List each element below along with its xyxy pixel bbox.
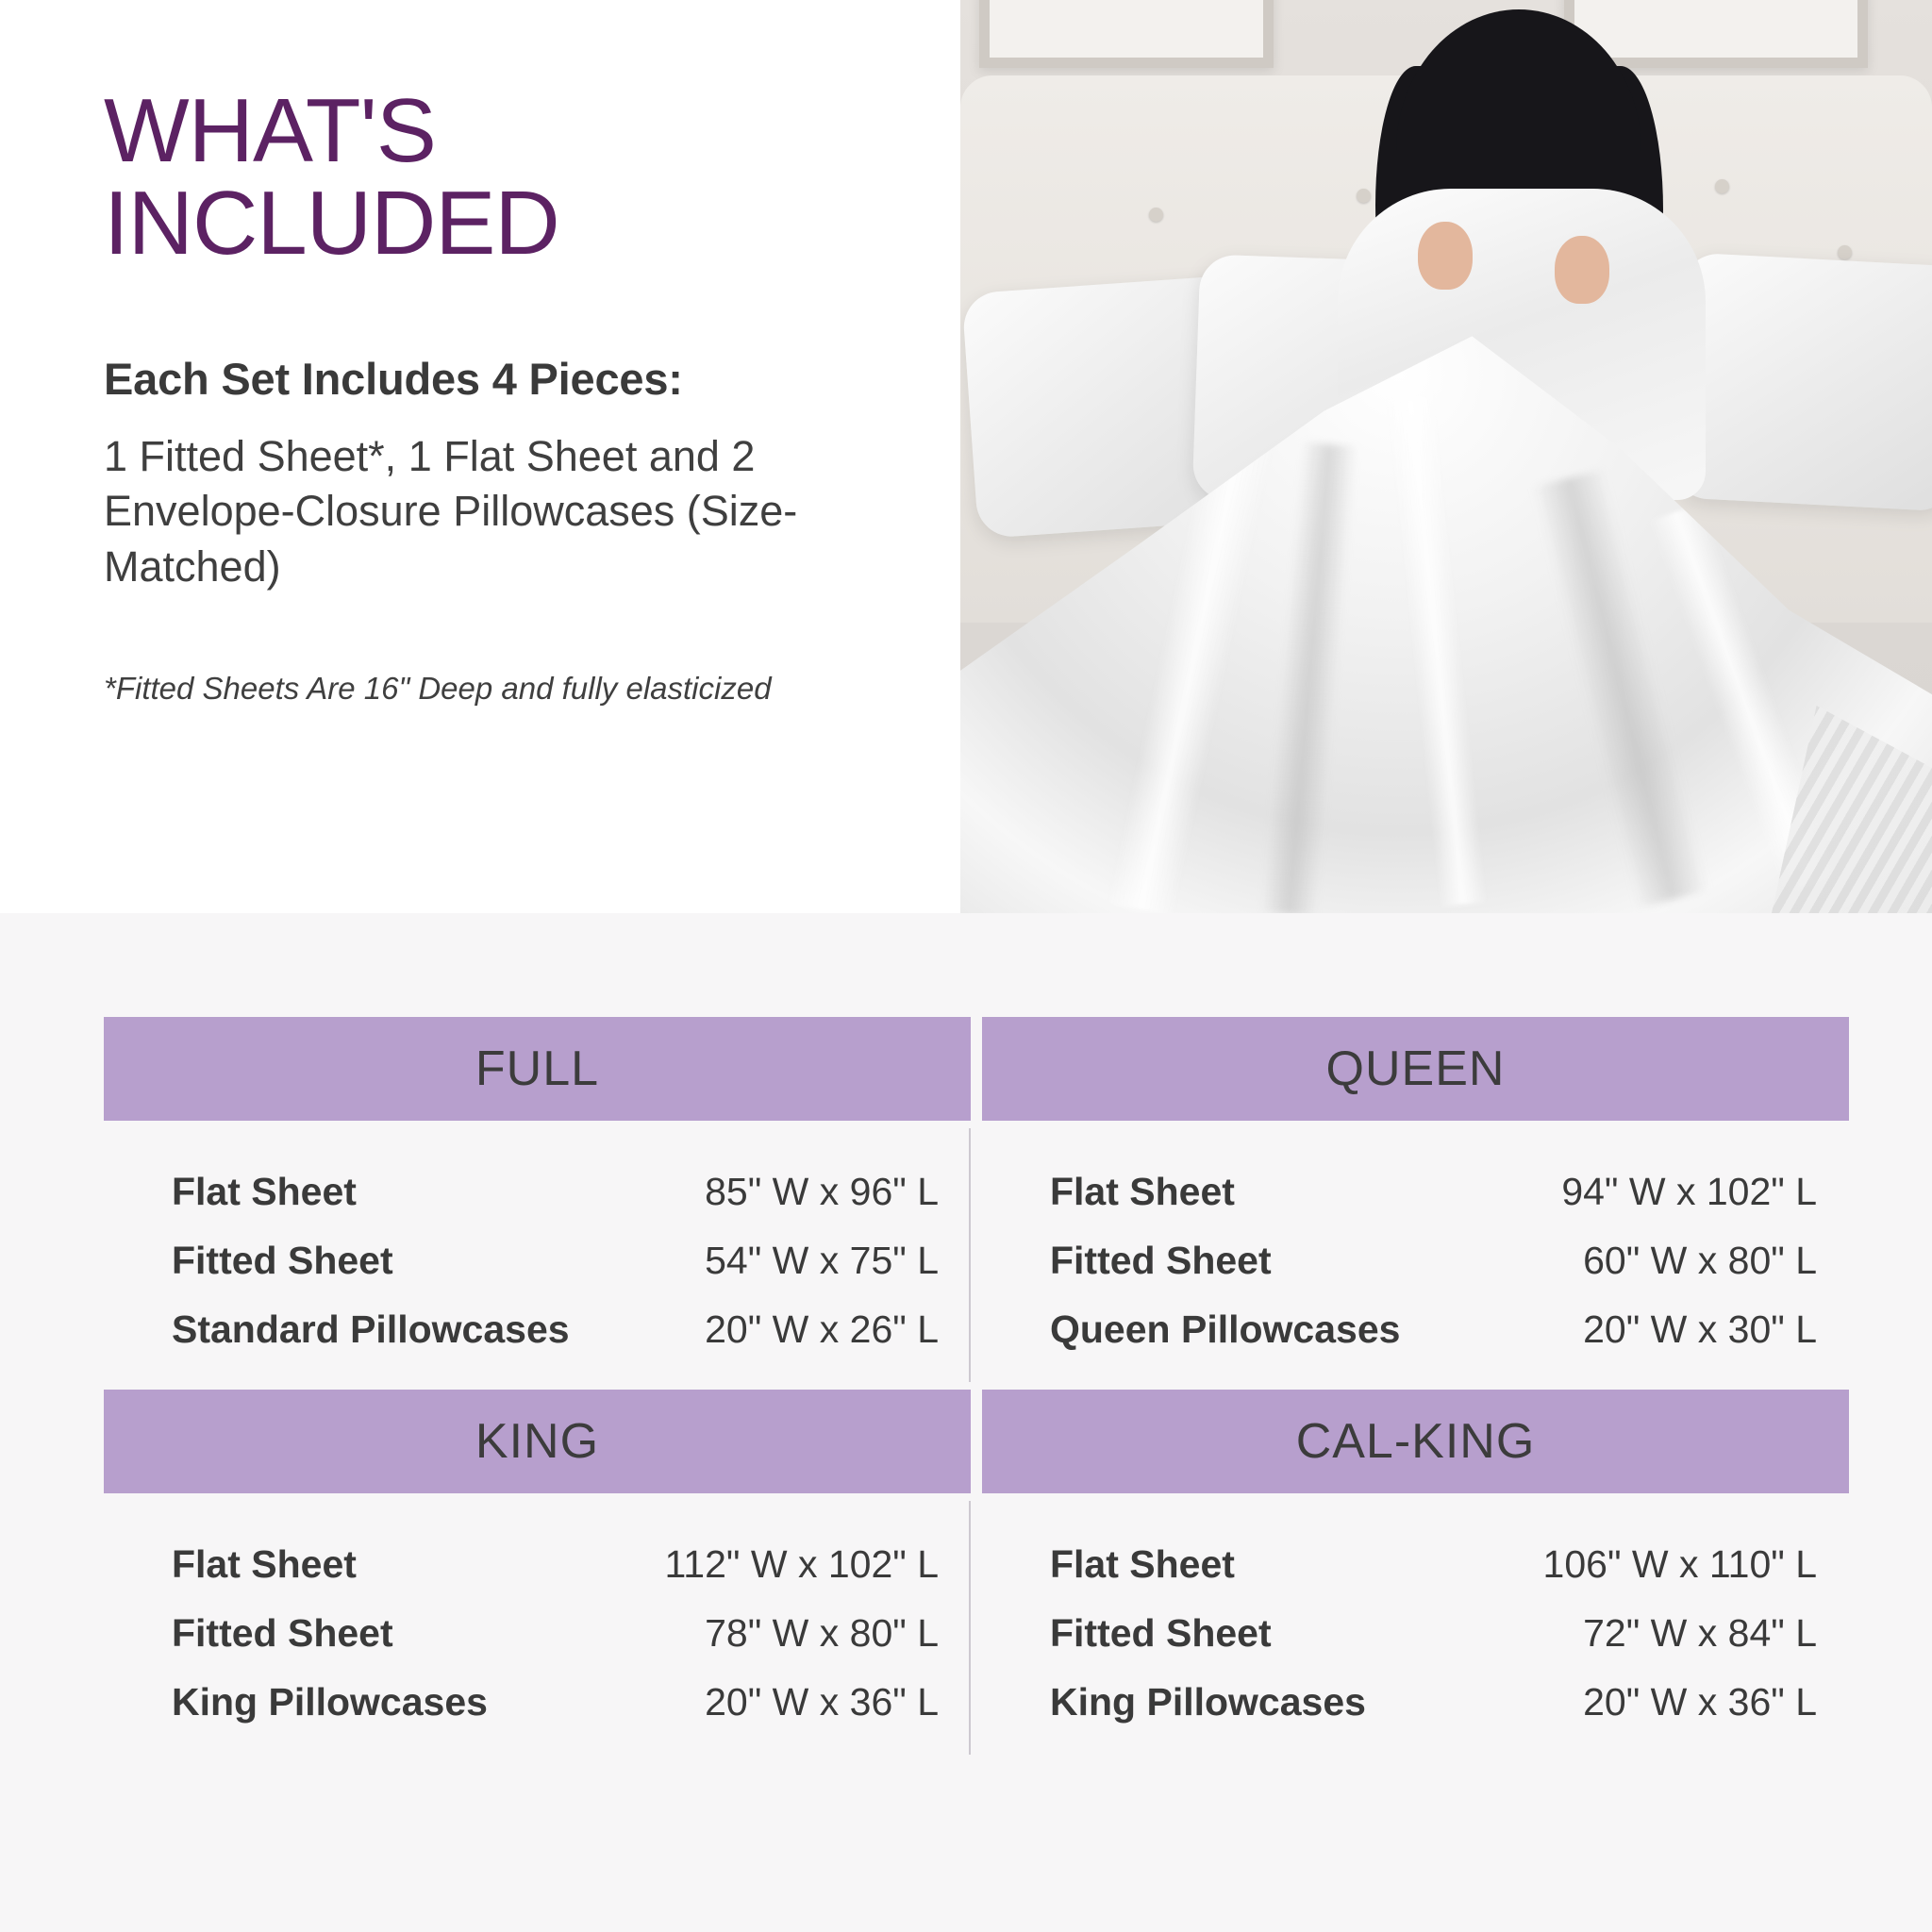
satin-highlight xyxy=(1387,395,1487,907)
hero-photo xyxy=(960,0,1932,913)
size-panel-header-full xyxy=(104,1017,971,1121)
table-row xyxy=(982,1307,1849,1352)
spec-value: 94" W x 102" L xyxy=(1561,1170,1817,1213)
spec-value: 20" W x 36" L xyxy=(705,1680,939,1724)
hero-section xyxy=(0,0,1932,913)
model-hand xyxy=(1418,222,1473,290)
spec-value: 72" W x 84" L xyxy=(1583,1611,1817,1655)
spec-value: 106" W x 110" L xyxy=(1542,1542,1817,1586)
size-panel-body-queen xyxy=(982,1121,1849,1390)
size-panel-header-king xyxy=(104,1390,971,1493)
spec-value: 54" W x 75" L xyxy=(705,1239,939,1282)
band-cal-king xyxy=(982,1390,1849,1493)
size-chart-section xyxy=(0,913,1932,1932)
satin-shadow xyxy=(1260,441,1357,913)
spec-label: Fitted Sheet xyxy=(172,1239,393,1282)
spec-label: Fitted Sheet xyxy=(1050,1611,1272,1655)
table-row xyxy=(982,1542,1849,1587)
spec-value: 112" W x 102" L xyxy=(664,1542,939,1586)
spec-value: 20" W x 26" L xyxy=(705,1307,939,1351)
table-row xyxy=(104,1680,971,1724)
spec-label: King Pillowcases xyxy=(1050,1680,1366,1724)
table-row xyxy=(104,1542,971,1587)
spec-value: 20" W x 30" L xyxy=(1583,1307,1817,1351)
band-gap xyxy=(971,1390,982,1493)
band-title-king: KING xyxy=(475,1414,600,1469)
headboard-tuft xyxy=(1149,208,1163,222)
body-gap xyxy=(971,1121,982,1390)
band-title-queen: QUEEN xyxy=(1325,1041,1506,1096)
spec-list-king xyxy=(104,1493,971,1762)
size-panel-header-cal-king xyxy=(982,1390,1849,1493)
spec-value: 85" W x 96" L xyxy=(705,1170,939,1213)
spec-label: Flat Sheet xyxy=(172,1170,357,1213)
spec-label: Flat Sheet xyxy=(1050,1170,1235,1213)
spec-label: Flat Sheet xyxy=(172,1542,357,1586)
size-panel-body-king xyxy=(104,1493,971,1762)
spec-value: 60" W x 80" L xyxy=(1583,1239,1817,1282)
hero-subhead: Each Set Includes 4 Pieces: xyxy=(104,353,683,404)
size-chart-header-row xyxy=(104,1390,1849,1493)
table-row xyxy=(982,1239,1849,1283)
hero-footnote: *Fitted Sheets Are 16" Deep and fully elasticized xyxy=(104,671,772,707)
size-chart-grid xyxy=(104,1017,1849,1762)
headboard-tuft xyxy=(1838,245,1852,259)
hero-body-text: 1 Fitted Sheet*, 1 Flat Sheet and 2 Envelope-Closure Pillowcases (Size-Matched) xyxy=(104,431,798,591)
hero-copy-block xyxy=(104,80,887,709)
size-panel-header-queen xyxy=(982,1017,1849,1121)
size-panel-body-cal-king xyxy=(982,1493,1849,1762)
bed-pillow xyxy=(1671,252,1932,511)
table-row xyxy=(104,1170,971,1214)
headboard-tuft xyxy=(1715,179,1729,193)
table-row xyxy=(982,1680,1849,1724)
table-row xyxy=(104,1239,971,1283)
spec-label: Fitted Sheet xyxy=(1050,1239,1272,1282)
spec-value: 20" W x 36" L xyxy=(1583,1680,1817,1724)
band-king xyxy=(104,1390,971,1493)
spec-list-full xyxy=(104,1121,971,1390)
headboard-tuft xyxy=(1357,189,1371,203)
body-gap xyxy=(971,1493,982,1762)
spec-label: Standard Pillowcases xyxy=(172,1307,570,1351)
band-title-cal-king: CAL-KING xyxy=(1295,1414,1536,1469)
spec-label: Flat Sheet xyxy=(1050,1542,1235,1586)
table-row xyxy=(982,1170,1849,1214)
spec-list-queen xyxy=(982,1121,1849,1390)
band-title-full: FULL xyxy=(475,1041,600,1096)
band-queen xyxy=(982,1017,1849,1121)
band-full xyxy=(104,1017,971,1121)
table-row xyxy=(104,1307,971,1352)
spec-label: King Pillowcases xyxy=(172,1680,488,1724)
size-chart-body-row xyxy=(104,1493,1849,1762)
spec-label: Fitted Sheet xyxy=(172,1611,393,1655)
table-row xyxy=(104,1611,971,1656)
spec-label: Queen Pillowcases xyxy=(1050,1307,1401,1351)
model-hand xyxy=(1555,236,1609,304)
size-panel-body-full xyxy=(104,1121,971,1390)
spec-value: 78" W x 80" L xyxy=(705,1611,939,1655)
band-gap xyxy=(971,1017,982,1121)
table-row xyxy=(982,1611,1849,1656)
page-title: WHAT'S INCLUDED xyxy=(104,80,559,274)
size-chart-header-row xyxy=(104,1017,1849,1121)
spec-list-cal-king xyxy=(982,1493,1849,1762)
wall-frame-left xyxy=(979,0,1274,68)
size-chart-body-row xyxy=(104,1121,1849,1390)
